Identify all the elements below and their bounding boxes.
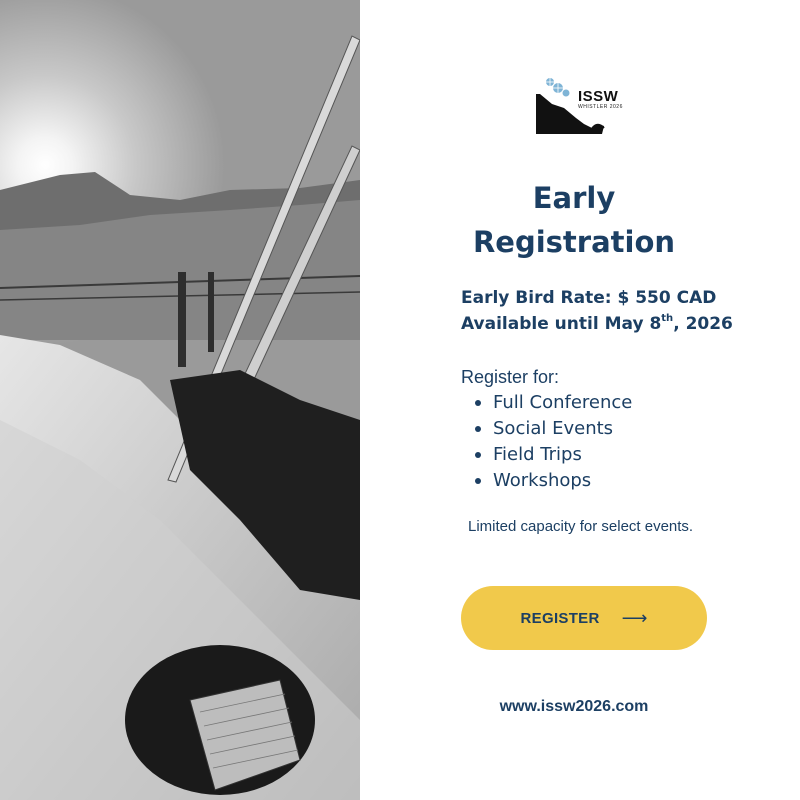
bullet-icon: [475, 426, 481, 432]
register-for-label: Register for:: [461, 367, 560, 387]
registration-options-list: [475, 390, 632, 494]
list-item-label: Full Conference: [493, 392, 633, 413]
issw-logo: [536, 76, 626, 138]
headline-line-1: Early: [532, 181, 616, 215]
availability-year: , 2026: [673, 314, 733, 334]
hero-photo: [0, 0, 360, 800]
capacity-note: Limited capacity for select events.: [468, 518, 694, 535]
logo-title: ISSW: [578, 88, 619, 105]
bullet-icon: [475, 452, 481, 458]
list-item: [475, 416, 632, 442]
list-item: [475, 390, 632, 416]
register-button[interactable]: [461, 586, 707, 650]
early-bird-rate: Early Bird Rate: $ 550 CAD: [461, 288, 717, 308]
list-item-label: Workshops: [493, 470, 592, 491]
arrow-right-icon: ⟶: [621, 607, 648, 629]
content-panel: [360, 0, 800, 800]
list-item-label: Social Events: [493, 418, 614, 439]
register-button-label: REGISTER: [520, 609, 600, 627]
logo-subtitle: WHISTLER 2026: [578, 104, 623, 110]
website-link[interactable]: www.issw2026.com: [499, 698, 649, 715]
availability-prefix: Available until May 8: [461, 314, 662, 334]
list-item: [475, 468, 632, 494]
bullet-icon: [475, 400, 481, 406]
bullet-icon: [475, 478, 481, 484]
availability-date: [461, 311, 733, 337]
list-item-label: Field Trips: [493, 444, 582, 465]
headline-line-2: Registration: [472, 225, 676, 259]
mountain-photo-graphic: [0, 0, 360, 800]
ordinal-suffix: th: [661, 313, 674, 324]
list-item: [475, 442, 632, 468]
